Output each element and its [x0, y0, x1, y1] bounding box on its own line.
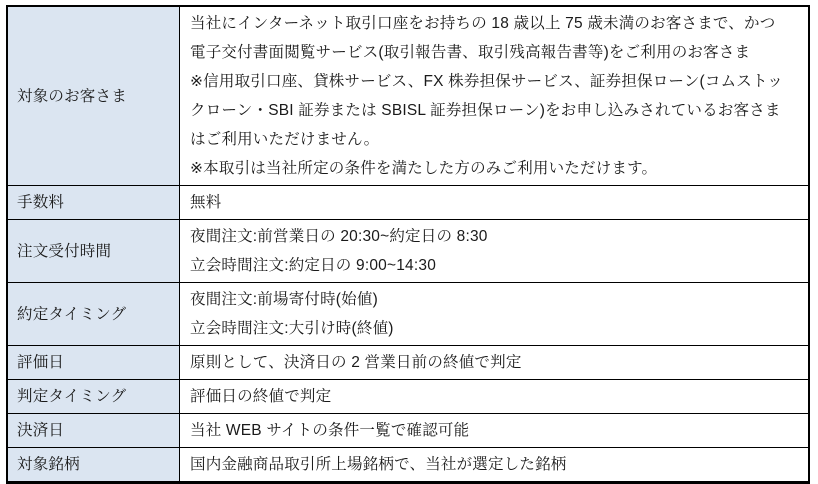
row-label: 決済日 — [17, 422, 65, 439]
row-value-cell — [180, 186, 810, 220]
row-label: 手数料 — [17, 194, 65, 211]
row-label: 約定タイミング — [17, 305, 127, 323]
row-label-cell — [7, 283, 180, 346]
row-value-line: 原則として、決済日の 2 営業日前の終値で判定 — [190, 354, 522, 371]
row-label-cell — [7, 448, 180, 483]
row-label: 判定タイミング — [17, 388, 127, 405]
row-value-line: 夜間注文:前場寄付時(始値) — [190, 291, 378, 308]
row-label-cell — [7, 346, 180, 380]
row-label: 対象のお客さま — [17, 87, 127, 105]
row-value-cell — [180, 220, 810, 283]
row-value-line: 当社にインターネット取引口座をお持ちの 18 歳以上 75 歳未満のお客さまで、かつ — [190, 15, 776, 32]
row-value-line: ※本取引は当社所定の条件を満たした方のみご利用いただけます。 — [190, 160, 658, 177]
row-label-cell — [7, 186, 180, 220]
table-row — [7, 220, 809, 283]
row-label: 評価日 — [17, 354, 65, 371]
row-value-line: 評価日の終値で判定 — [190, 388, 332, 405]
table-row — [7, 380, 809, 414]
row-value-line: 立会時間注文:大引け時(終値) — [190, 320, 394, 337]
row-label-cell — [7, 380, 180, 414]
row-label-cell — [7, 6, 180, 186]
table-row — [7, 186, 809, 220]
row-value-cell — [180, 346, 810, 380]
row-label-cell — [7, 414, 180, 448]
table-row — [7, 6, 809, 186]
row-value-line: はご利用いただけません。 — [190, 131, 380, 148]
row-value-cell — [180, 380, 810, 414]
row-value-line: 立会時間注文:約定日の 9:00~14:30 — [190, 257, 437, 274]
row-value-cell — [180, 448, 810, 483]
table-row — [7, 448, 809, 483]
row-value-line: 国内金融商品取引所上場銘柄で、当社が選定した銘柄 — [190, 456, 567, 473]
table-row — [7, 283, 809, 346]
row-value-line: 電子交付書面閲覧サービス(取引報告書、取引残高報告書等)をご利用のお客さま — [190, 44, 751, 61]
row-value-line: 夜間注文:前営業日の 20:30~約定日の 8:30 — [190, 228, 488, 245]
row-value-line: クローン・SBI 証券または SBISL 証券担保ローン)をお申し込みされているお客さま — [190, 102, 781, 119]
row-label: 注文受付時間 — [17, 242, 112, 260]
row-label-cell — [7, 220, 180, 283]
row-value-line: ※信用取引口座、貸株サービス、FX 株券担保サービス、証券担保ローン(コムストッ — [190, 73, 783, 90]
table-row — [7, 414, 809, 448]
row-value-cell — [180, 6, 810, 186]
row-value-cell — [180, 414, 810, 448]
row-value-cell — [180, 283, 810, 346]
row-value-line: 無料 — [190, 194, 222, 211]
row-label: 対象銘柄 — [17, 456, 80, 473]
row-value-line: 当社 WEB サイトの条件一覧で確認可能 — [190, 422, 470, 439]
table-row — [7, 346, 809, 380]
conditions-table — [6, 5, 810, 484]
